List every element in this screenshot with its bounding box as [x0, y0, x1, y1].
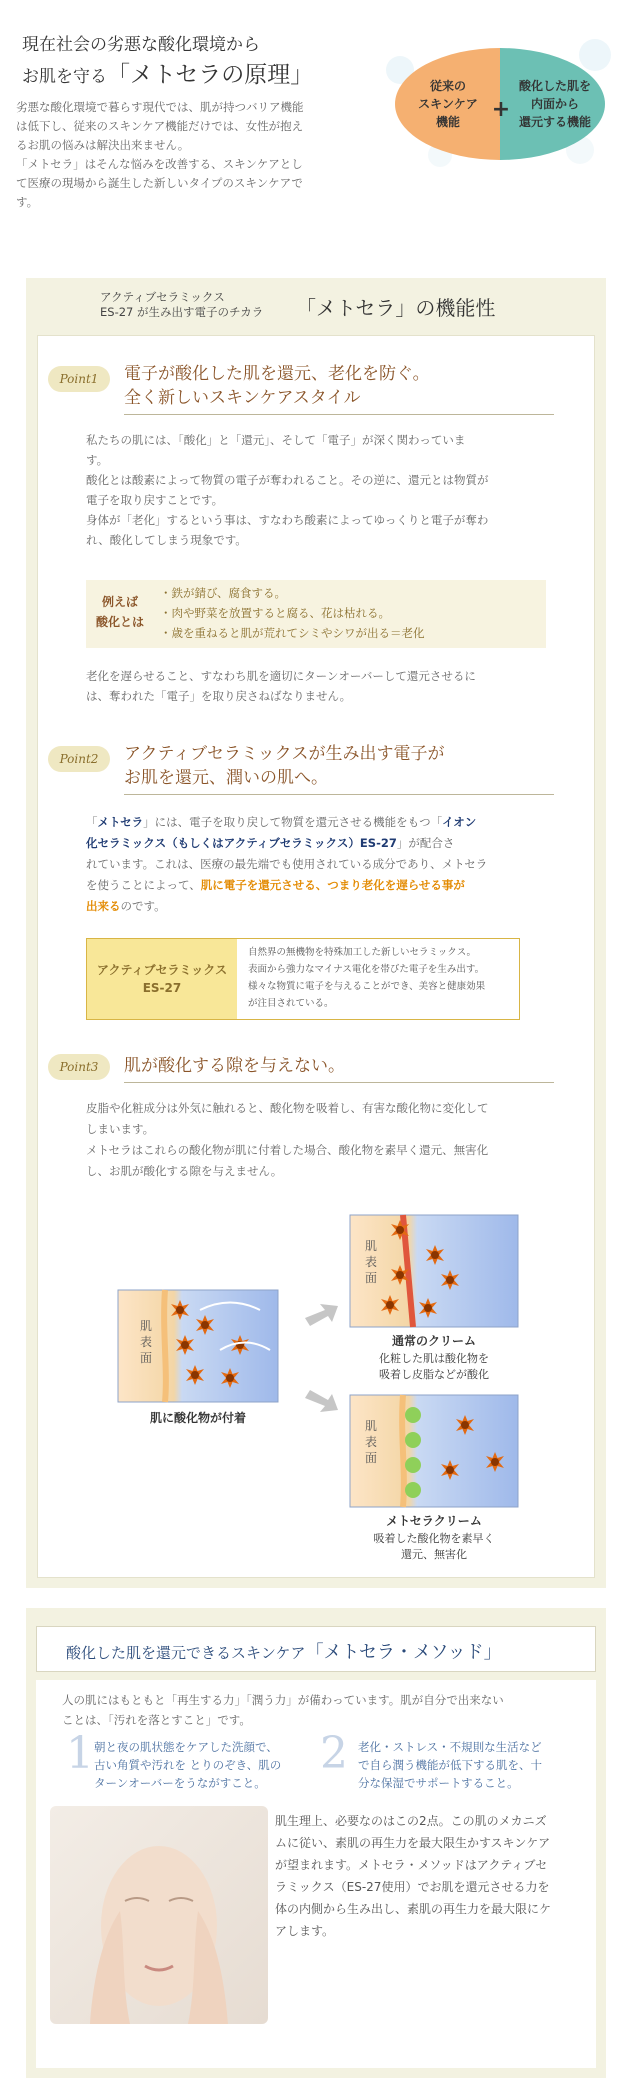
- point2-rule: [124, 794, 554, 795]
- example-label: [96, 592, 144, 632]
- venn-right-line2: 内面から: [530, 97, 580, 111]
- point1-body-line: 酸化とは酸素によって物質の電子が奪われること。その逆に、還元とは物質が: [86, 473, 489, 487]
- ion-ceramics-name: イオン: [442, 815, 477, 829]
- caption-methusela-cream-line2: 還元、無害化: [401, 1548, 467, 1561]
- point2-body-line: 出来るのです。: [86, 899, 166, 913]
- point3-body-line: メトセラはこれらの酸化物が肌に付着した場合、酸化物を素早く還元、無害化: [86, 1143, 489, 1157]
- header-body-line: 劣悪な酸化環境で暮らす現代では、肌が持つバリア機能: [16, 100, 304, 114]
- venn-left-line2: スキンケア: [418, 97, 478, 111]
- skin-normal-cream-panel: [350, 1215, 518, 1327]
- point3-body-line: し、お肌が酸化する隙を与えません。: [86, 1164, 283, 1178]
- highlight-text: 肌に電子を還元させる、つまり老化を遅らせる事が: [200, 878, 465, 892]
- es27-description: [248, 944, 516, 1012]
- point1-title-line1: 電子が酸化した肌を還元、老化を防ぐ。: [124, 364, 430, 384]
- caption-methusela-cream-title: メトセラクリーム: [386, 1514, 482, 1528]
- method-title-main: 「メトセラ・メソッド」: [305, 1642, 502, 1663]
- header-title-line2: [22, 56, 313, 89]
- point1-body-line: 身体が「老化」するという事は、すなわち酸素によってゆっくりと電子が奪わ: [86, 513, 489, 527]
- point2-body: [86, 812, 556, 917]
- section1-label-line1: アクティブセラミックス: [100, 290, 225, 304]
- point1-body-line: 私たちの肌には、「酸化」と「還元」、そして「電子」が深く関わっていま: [86, 433, 466, 447]
- arrow-down-icon: [305, 1390, 338, 1412]
- point1-body: [86, 430, 556, 550]
- oxidation-illustration: [110, 1200, 530, 1570]
- venn-left-line3: 機能: [435, 115, 461, 129]
- point3-badge: Point3: [48, 1054, 110, 1080]
- method-step2-line: 老化・ストレス・不規則な生活など: [358, 1740, 542, 1754]
- point2-badge: Point2: [48, 746, 110, 772]
- section1-label: [100, 290, 263, 320]
- model-face-photo: [50, 1806, 268, 2024]
- point1-body-line: 電子を取り戻すことです。: [86, 493, 224, 507]
- method-body-line: アします。: [275, 1924, 335, 1938]
- example-list: [160, 583, 425, 643]
- skin-label-top-2: 表: [365, 1255, 378, 1269]
- es27-label-line1: アクティブセラミックス: [96, 963, 228, 977]
- header-body-line: す。: [16, 195, 39, 209]
- point1-title: [124, 362, 430, 410]
- es27-desc-line: 表面から強力なマイナス電化を帯びた電子を生み出す。: [248, 964, 485, 975]
- example-item: ・鉄が錆び、腐食する。: [160, 586, 287, 600]
- point3-body-line: しまいます。: [86, 1122, 155, 1136]
- point2-body-line: 「メトセラ」には、電子を取り戻して物質を還元させる機能をもつ「イオン: [86, 815, 477, 829]
- method-step2: [358, 1738, 578, 1792]
- point1-body-line: す。: [86, 453, 109, 467]
- method-title: [66, 1638, 502, 1664]
- caption-left: 肌に酸化物が付着: [149, 1411, 247, 1425]
- method-intro-line: 人の肌にはもともと「再生する力」「潤う力」が備わっています。肌が自分で出来ない: [62, 1693, 504, 1707]
- method-intro-line: ことは、「汚れを落とすこと」です。: [62, 1713, 251, 1727]
- method-step1-line: 朝と夜の肌状態をケアした洗顔で、: [94, 1740, 278, 1754]
- section1-label-line2: ES-27 が生み出す電子のチカラ: [100, 305, 264, 319]
- point3-body-line: 皮脂や化粧成分は外気に触れると、酸化物を吸着し、有害な酸化物に変化して: [86, 1101, 489, 1115]
- example-label-line2: 酸化とは: [96, 615, 145, 629]
- venn-left-line1: 従来の: [429, 79, 467, 93]
- point3-title: 肌が酸化する隙を与えない。: [124, 1056, 345, 1076]
- method-step2-line: で自ら潤う機能が低下する肌を、十: [358, 1758, 542, 1772]
- method-step1-line: ターンオーバーをうながすこと。: [94, 1776, 266, 1790]
- es27-label: [87, 939, 237, 1019]
- method-intro: [62, 1690, 582, 1730]
- venn-right-line1: 酸化した肌を: [518, 79, 592, 93]
- example-label-line1: 例えば: [102, 595, 139, 609]
- method-title-prefix: 酸化した肌を還元できるスキンケア: [66, 1644, 306, 1662]
- point2-title: [124, 742, 444, 790]
- header-body-line: は低下し、従来のスキンケア機能だけでは、女性が抱え: [16, 119, 304, 133]
- header-body-line: 「メトセラ」はそんな悩みを改善する、スキンケアとし: [16, 157, 303, 171]
- point1-badge: Point1: [48, 366, 110, 392]
- es27-desc-line: 様々な物質に電子を与えることができ、美容と健康効果: [248, 981, 486, 992]
- caption-normal-cream-line1: 化粧した肌は酸化物を: [379, 1352, 489, 1365]
- caption-normal-cream-line2: 吸着し皮脂などが酸化: [379, 1368, 489, 1381]
- method-body-line: ラミックス（ES-27使用）でお肌を還元させる力を: [275, 1880, 550, 1894]
- example-item: ・肉や野菜を放置すると腐る、花は枯れる。: [160, 606, 390, 620]
- section1-title: [296, 292, 495, 321]
- point1-title-line2: 全く新しいスキンケアスタイル: [124, 388, 361, 408]
- point2-title-line2: お肌を還元、潤いの肌へ。: [124, 768, 328, 788]
- point2-title-line1: アクティブセラミックスが生み出す電子が: [124, 744, 445, 764]
- header-body-line: るお肌の悩みは解決出来ません。: [16, 138, 190, 152]
- caption-normal-cream-title: 通常のクリーム: [391, 1334, 477, 1348]
- header-title-prefix: お肌を守る: [22, 67, 107, 87]
- section1-title-suffix: の機能性: [415, 296, 496, 320]
- skin-label-bottom-1: 肌: [365, 1419, 378, 1433]
- point3-body: [86, 1098, 556, 1182]
- skin-left-panel: [118, 1290, 278, 1402]
- point2-body-line: を使うことによって、肌に電子を還元させる、つまり老化を遅らせる事が: [86, 878, 465, 892]
- skin-label-left-2: 表: [140, 1335, 153, 1349]
- caption-methusela-cream-line1: 吸着した酸化物を素早く: [373, 1532, 495, 1545]
- point1-closing: [86, 666, 556, 706]
- skin-label-bottom-3: 面: [365, 1451, 378, 1465]
- method-number-2: 2: [320, 1728, 348, 1779]
- point1-body-line: れ、酸化してしまう現象です。: [86, 533, 247, 547]
- es27-desc-line: 自然界の無機物を特殊加工した新しいセラミックス。: [248, 947, 477, 958]
- example-item: ・歳を重ねると肌が荒れてシミやシワが出る＝老化: [160, 626, 425, 640]
- skin-label-top-1: 肌: [365, 1239, 378, 1253]
- point1-rule: [124, 414, 554, 415]
- arrow-up-icon: [305, 1304, 338, 1326]
- skin-methusela-cream-panel: [350, 1395, 518, 1507]
- point1-closing-line: は、奪われた「電子」を取り戻さねばなりません。: [86, 689, 352, 703]
- method-number-1: 1: [66, 1728, 94, 1779]
- point2-body-line: 化セラミックス（もしくはアクティブセラミックス）ES-27」が配合さ: [86, 836, 455, 850]
- header-title-main: 「メトセラの原理」: [107, 62, 314, 88]
- brand-name: メトセラ: [97, 815, 144, 829]
- header-title-line1: 現在社会の劣悪な酸化環境から: [22, 35, 260, 55]
- es27-label-line2: ES-27: [142, 981, 182, 995]
- es27-desc-line: が注目されている。: [248, 998, 334, 1009]
- method-body: [275, 1810, 593, 1942]
- skin-label-bottom-2: 表: [365, 1435, 378, 1449]
- venn-right-line3: 還元する機能: [518, 115, 592, 129]
- method-body-line: 肌生理上、必要なのはこの2点。この肌のメカニズ: [275, 1814, 547, 1828]
- method-body-line: ムに従い、素肌の再生力を最大限生かすスキンケア: [275, 1836, 551, 1850]
- method-body-line: が望まれます。メトセラ・メソッドはアクティブセ: [275, 1858, 548, 1872]
- skin-label-left-3: 面: [140, 1351, 153, 1365]
- venn-plus: +: [491, 97, 511, 122]
- method-step2-line: 分な保湿でサポートすること。: [358, 1776, 519, 1790]
- point2-body-line: れています。これは、医療の最先端でも使用されている成分であり、メトセラ: [86, 857, 488, 871]
- header-body-line: て医療の現場から誕生した新しいタイプのスキンケアで: [16, 176, 303, 190]
- method-step1: [94, 1738, 304, 1792]
- method-step1-line: 古い角質や汚れを とりのぞき、肌の: [94, 1758, 282, 1772]
- venn-diagram: [380, 30, 620, 170]
- method-body-line: 体の内側から生み出し、素肌の再生力を最大限にケ: [275, 1902, 552, 1916]
- point1-closing-line: 老化を遅らせること、すなわち肌を適切にターンオーバーして還元させるに: [86, 669, 476, 683]
- point3-rule: [124, 1082, 554, 1083]
- skin-label-top-3: 面: [365, 1271, 378, 1285]
- header-body: [16, 98, 346, 212]
- section1-title-main: 「メトセラ」: [296, 296, 416, 320]
- skin-label-left-1: 肌: [140, 1319, 153, 1333]
